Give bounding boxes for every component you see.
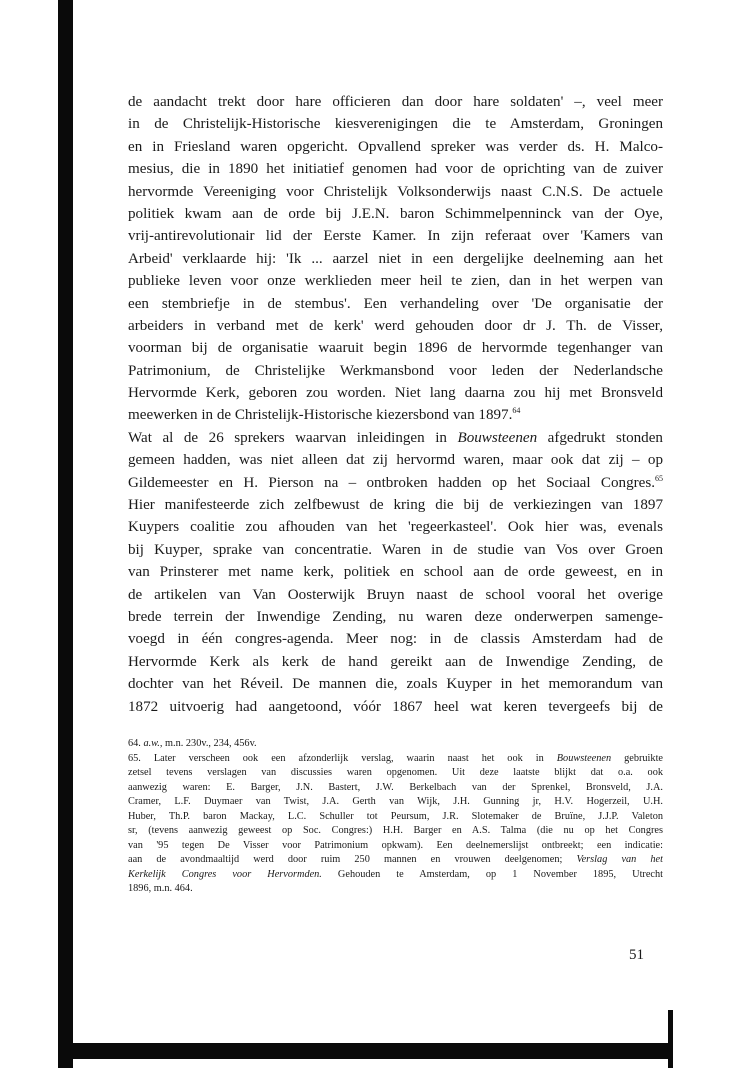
footnote-line: aanwezig waren: E. Barger, J.N. Bastert, J.W. Berkelbach van der Sprenkel, Bronsveld, J.A. [128,781,663,793]
body-line: publieke leven voor onze werklieden meer heil te zien, dan in het werpen van [128,273,663,290]
footnote-line: sr, (tevens aanwezig geweest op Soc. Congres:) H.H. Barger en A.S. Talma (die nu op het Congres [128,825,663,836]
scan-border-bottom [58,1043,672,1059]
footnote-text: Gehouden te Amsterdam, op 1 November 1895, Utrecht [321,868,663,880]
body-text [128,91,663,718]
body-line: de artikelen van Van Oosterwijk Bruyn naast de school vooral het overige [128,586,663,603]
body-line: Hervormde Kerk als kerk de hand gereikt aan de Inwendige Zending, de [128,653,663,670]
scan-border-right [668,1010,673,1068]
body-line: Patrimonium, de Christelijke Werkmansbond voor leden der Nederlandsche [128,362,663,379]
body-line: Hervormde Kerk, geboren zou worden. Niet lang daarna zou hij met Bronsveld [128,385,663,402]
footnote-abbr: a.w., [143,738,163,749]
body-line [128,472,663,494]
footnote-italic: Verslag van het [576,854,663,865]
footnote-italic: Kerkelijk Congres voor Hervormden. [128,868,322,880]
body-line: voorman bij de organisatie waaruit begin 1896 de hervormde tegenhanger van [128,340,663,357]
body-line: een stembriefje in de stembus'. Een verhandeling over 'De organisatie der [128,295,663,312]
body-line: Arbeid' verklaarde hij: 'Ik ... aarzel niet in een dergelijke deelneming aan het [128,250,663,267]
body-line: Kuypers coalitie zou afhouden van het 'regeerkasteel'. Ook hier was, evenals [128,519,663,536]
footnote-65-line [128,752,663,767]
body-line-text: meewerken in de Christelijk-Historische kiezersbond van 1897. [128,407,513,424]
body-line: de aandacht trekt door hare officieren dan door hare soldaten' –, veel meer [128,94,663,110]
footnote-line: van '95 tegen De Visser voor Patrimonium opkwam). Een deelnemerslijst ontbreekt; een indicatie: [128,839,663,851]
footnote-ref-64: 64 [512,406,521,416]
body-line: brede terrein der Inwendige Zending, nu waren deze onderwerpen samenge- [128,608,663,625]
body-line-paragraph-end [128,404,663,426]
body-line: in de Christelijk-Historische kiesverenigingen die te Amsterdam, Groningen [128,116,663,133]
footnote-ref-65: 65 [655,473,663,483]
footnote-text: gebruikte [611,752,663,764]
footnotes [128,737,663,897]
body-line: Hier manifesteerde zich zelfbewust de kring die bij de verkiezingen van 1897 [128,497,663,514]
scan-border-left [58,0,73,1068]
footnote-line: zetsel tevens verslagen van discussies waren opgenomen. Uit deze laatste blijkt dat o.a. ook [128,767,663,778]
body-line: vrij-antirevolutionair lid der Eerste Kamer. In zijn referaat over 'Kamers van [128,228,663,245]
footnote-line: Cramer, L.F. Duymaer van Twist, J.A. Gerth van Wijk, J.H. Gunning jr, H.V. Hogerzeil, U.H. [128,796,663,807]
body-line-text: Gildemeester en H. Pierson na – ontbroken hadden op het Sociaal Congres. [128,474,655,491]
footnote-64 [128,737,663,752]
footnote-italic: Bouwsteenen [556,752,612,764]
body-line: mesius, die in 1890 het initiatief genomen had voor de oprichting van de zuiver [128,161,663,178]
footnote-text: aan de avondmaaltijd werd door ruim 250 mannen en vrouwen deelgenomen; [128,854,577,865]
footnote-line [128,868,663,883]
body-line: arbeiders in verband met de kerk' werd gehouden door dr J. Th. de Visser, [128,317,663,334]
page-number: 51 [629,947,644,963]
body-line: van Prinsterer met name kerk, politiek en school aan de orde geweest, en in [128,564,663,581]
body-line: hervormde Vereeniging voor Christelijk Volksonderwijs naast C.N.S. De actuele [128,183,663,200]
body-line-text: Wat al de 26 sprekers waarvan inleidingen in [128,429,458,446]
body-line: voegd in één congres-agenda. Meer nog: in de classis Amsterdam had de [128,631,663,648]
footnote-number: 64. [128,738,141,749]
body-line-text: afgedrukt stonden [537,429,663,446]
body-line: bij Kuyper, sprake van concentratie. Waren in de studie van Vos over Groen [128,541,663,558]
body-line: gemeen hadden, was niet alleen dat zij hervormd waren, maar ook dat zij – op [128,452,663,469]
body-line: en in Friesland waren opgericht. Opvallend spreker was verder ds. H. Malco- [128,138,663,155]
body-line: 1872 uitvoerig had aangetoond, vóór 1867 heel wat keren tevergeefs bij de [128,698,663,715]
body-line: politiek kwam aan de orde bij J.E.N. baron Schimmelpenninck van der Oye, [128,205,663,222]
body-line [128,427,663,449]
footnote-line: 1896, m.n. 464. [128,883,193,894]
footnote-text: 65. Later verscheen ook een afzonderlijk verslag, waarin naast het ook in [128,752,557,764]
footnote-text: m.n. 230v., 234, 456v. [162,738,257,749]
title-bouwsteenen: Bouwsteenen [457,429,538,446]
footnote-line: Huber, Th.P. baron Mackay, L.C. Schuller tot Peursum, J.R. Slotemaker de Bruïne, J.J.P. Valeton [128,810,663,822]
footnote-line [128,853,663,868]
body-line: dochter van het Réveil. De mannen die, zoals Kuyper in het memorandum van [128,676,663,693]
